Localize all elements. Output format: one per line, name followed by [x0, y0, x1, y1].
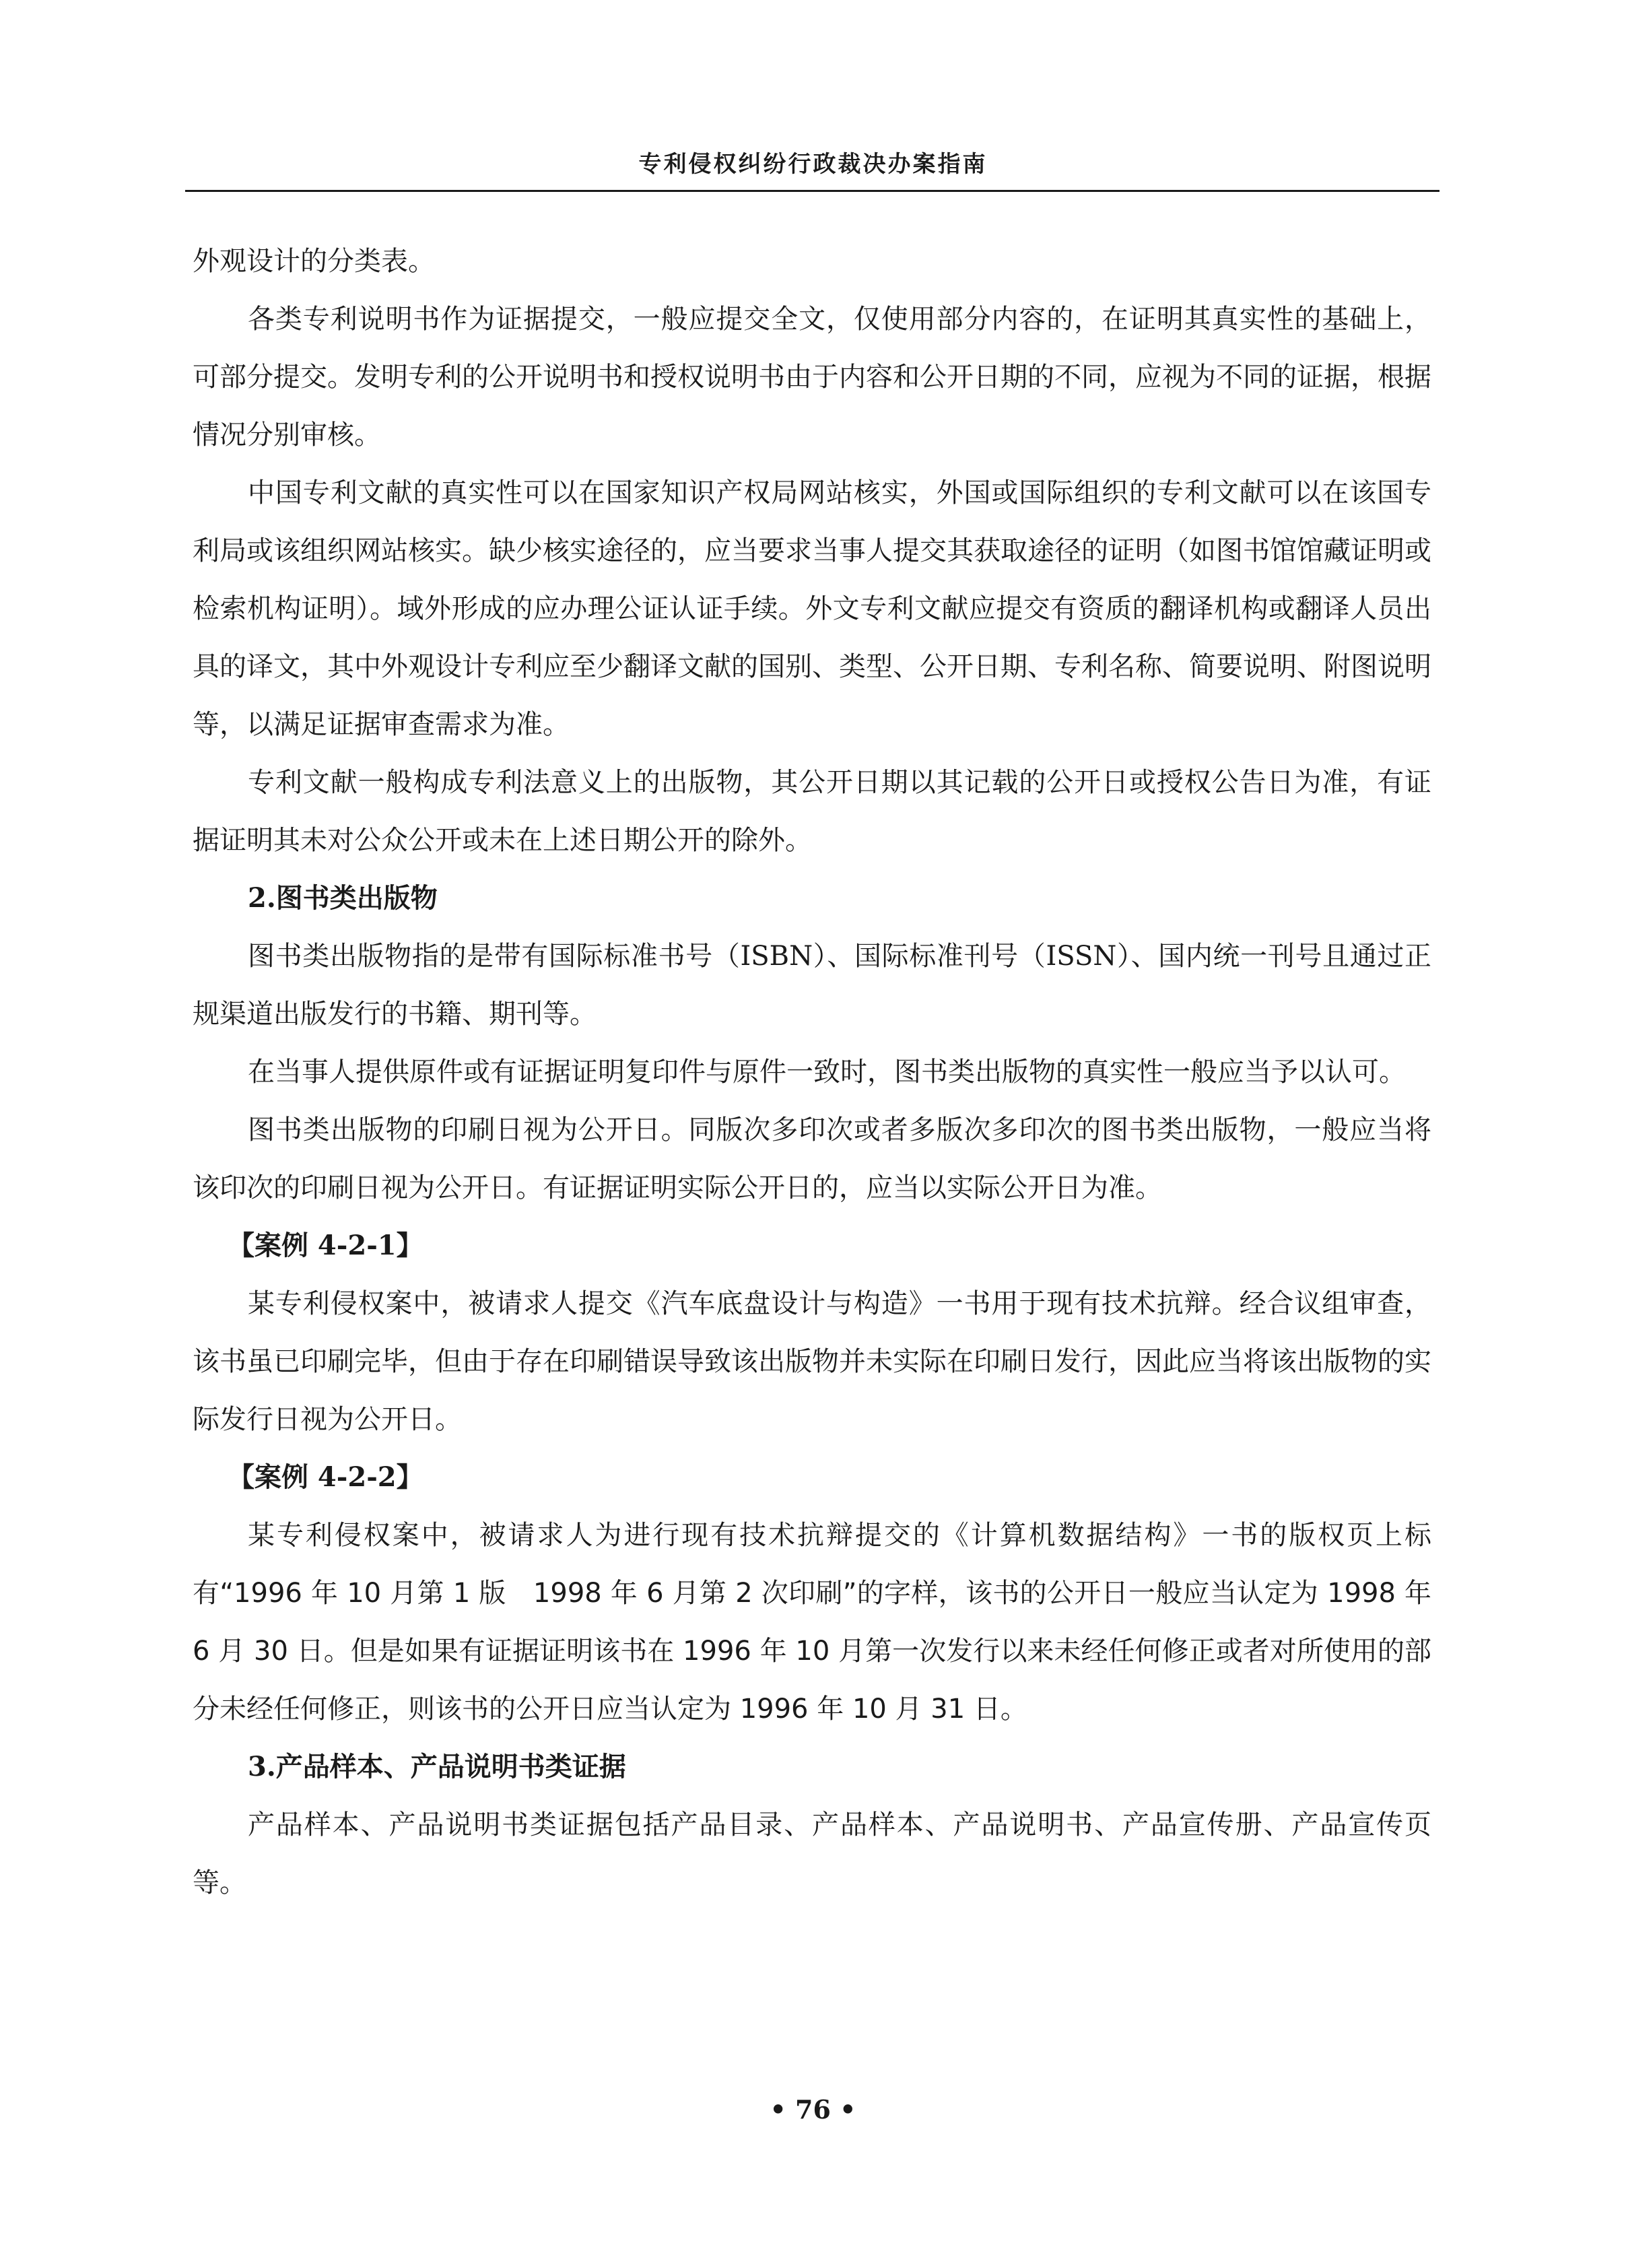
page-body [193, 232, 1431, 1912]
paragraph: 专利文献一般构成专利法意义上的出版物，其公开日期以其记载的公开日或授权公告日为准，有证据证明其未对公众公开或未在上述日期公开的除外。 [193, 767, 1431, 856]
case-body: 某专利侵权案中，被请求人为进行现有技术抗辩提交的《计算机数据结构》一书的版权页上标有“1996 年 10 月第 1 版 1998 年 6 月第 2 次印刷”的字样，该书的公开日一般应当认定为 1998 年 6 月 30 日。但是如果有证据证明该书在 1996 年 10 月第一次发行以来未经任何修正或者对所使用的部分未经任何修正，则该书的公开日应当认定为 1996 年 10 月 31 日。 [193, 1520, 1431, 1725]
paragraph: 外观设计的分类表。 [193, 246, 435, 277]
paragraph: 图书类出版物的印刷日视为公开日。同版次多印次或者多版次多印次的图书类出版物，一般应当将该印次的印刷日视为公开日。有证据证明实际公开日的，应当以实际公开日为准。 [193, 1114, 1431, 1203]
page-number: • 76 • [770, 2094, 856, 2125]
section-heading: 3.产品样本、产品说明书类证据 [248, 1751, 626, 1782]
paragraph: 图书类出版物指的是带有国际标准书号（ISBN）、国际标准刊号（ISSN）、国内统一刊号且通过正规渠道出版发行的书籍、期刊等。 [193, 941, 1431, 1030]
case-heading: 【案例 4-2-2】 [228, 1461, 424, 1493]
paragraph: 在当事人提供原件或有证据证明复印件与原件一致时，图书类出版物的真实性一般应当予以认可。 [248, 1057, 1406, 1088]
case-body: 某专利侵权案中，被请求人提交《汽车底盘设计与构造》一书用于现有技术抗辩。经合议组审查，该书虽已印刷完毕，但由于存在印刷错误导致该出版物并未实际在印刷日发行，因此应当将该出版物的实际发行日视为公开日。 [193, 1288, 1431, 1435]
case-heading: 【案例 4-2-1】 [228, 1230, 424, 1261]
section-heading: 2.图书类出版物 [248, 882, 438, 914]
paragraph: 产品样本、产品说明书类证据包括产品目录、产品样本、产品说明书、产品宣传册、产品宣传页等。 [193, 1809, 1431, 1898]
paragraph: 各类专利说明书作为证据提交，一般应提交全文，仅使用部分内容的，在证明其真实性的基础上，可部分提交。发明专利的公开说明书和授权说明书由于内容和公开日期的不同，应视为不同的证据，根据情况分别审核。 [193, 304, 1431, 451]
running-header-title: 专利侵权纠纷行政裁决办案指南 [638, 151, 988, 178]
header-rule [185, 190, 1439, 192]
paragraph: 中国专利文献的真实性可以在国家知识产权局网站核实，外国或国际组织的专利文献可以在该国专利局或该组织网站核实。缺少核实途径的，应当要求当事人提交其获取途径的证明（如图书馆馆藏证明或检索机构证明）。域外形成的应办理公证认证手续。外文专利文献应提交有资质的翻译机构或翻译人员出具的译文，其中外观设计专利应至少翻译文献的国别、类型、公开日期、专利名称、简要说明、附图说明等，以满足证据审查需求为准。 [193, 477, 1431, 740]
